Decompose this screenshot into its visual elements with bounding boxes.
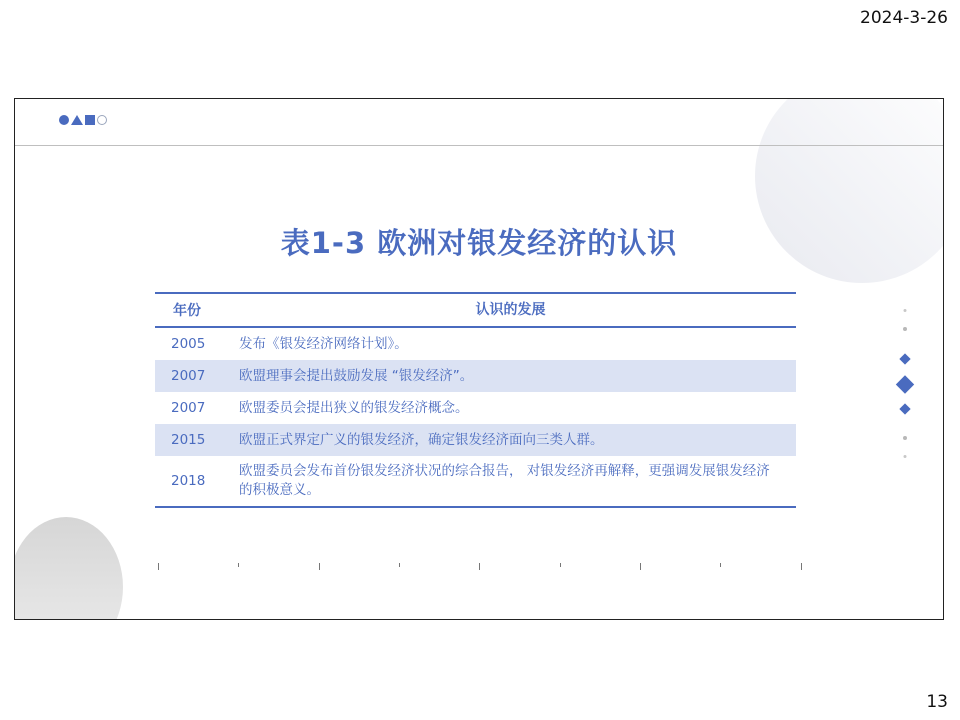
tick-mark bbox=[640, 563, 641, 570]
row-text: 发布《银发经济网络计划》。 bbox=[239, 335, 408, 352]
triangle-icon bbox=[71, 115, 83, 125]
tick-mark bbox=[238, 563, 239, 567]
decorative-circle-bottom-left bbox=[14, 517, 123, 620]
table-row bbox=[155, 392, 796, 424]
row-text: 欧盟委员会发布首份银发经济状况的综合报告， 对银发经济再解释，更强调发展银发经济的积极意义。 bbox=[239, 463, 770, 498]
shape-icons-group bbox=[59, 115, 107, 125]
table-row bbox=[155, 360, 796, 392]
tick-mark bbox=[801, 563, 802, 570]
row-text: 欧盟正式界定广义的银发经济，确定银发经济面向三类人群。 bbox=[239, 431, 604, 448]
table-bottom-rule bbox=[155, 506, 796, 508]
decor-dot bbox=[904, 455, 907, 458]
tick-mark bbox=[158, 563, 159, 570]
header-year: 年份 bbox=[173, 303, 201, 319]
recognition-table bbox=[155, 292, 796, 508]
side-decoration bbox=[887, 304, 923, 464]
diamond-icon bbox=[899, 403, 910, 414]
header-development: 认识的发展 bbox=[475, 301, 546, 318]
tick-mark bbox=[479, 563, 480, 570]
table-row bbox=[155, 456, 796, 506]
square-icon bbox=[85, 115, 95, 125]
tick-mark-row bbox=[158, 563, 808, 573]
tick-mark bbox=[560, 563, 561, 567]
decor-dot bbox=[903, 327, 907, 331]
diamond-icon bbox=[896, 375, 914, 393]
tick-mark bbox=[399, 563, 400, 567]
tick-mark bbox=[319, 563, 320, 570]
tick-mark bbox=[720, 563, 721, 567]
table-row bbox=[155, 328, 796, 360]
filled-circle-icon bbox=[59, 115, 69, 125]
table-row bbox=[155, 424, 796, 456]
row-year: 2007 bbox=[171, 368, 206, 384]
row-year: 2015 bbox=[171, 432, 206, 448]
row-year: 2018 bbox=[171, 473, 206, 489]
slide-title: 表1-3 欧洲对银发经济的认识 bbox=[280, 226, 678, 260]
table-header-row bbox=[155, 294, 796, 326]
diamond-icon bbox=[899, 353, 910, 364]
header-divider bbox=[15, 145, 943, 146]
date-label: 2024-3-26 bbox=[860, 8, 948, 28]
decor-dot bbox=[903, 436, 907, 440]
row-year: 2007 bbox=[171, 400, 206, 416]
row-text: 欧盟委员会提出狭义的银发经济概念。 bbox=[239, 399, 469, 416]
row-year: 2005 bbox=[171, 336, 206, 352]
slide-frame bbox=[14, 98, 944, 620]
row-text: 欧盟理事会提出鼓励发展 “银发经济”。 bbox=[239, 367, 474, 384]
decor-dot bbox=[904, 309, 907, 312]
ring-icon bbox=[97, 115, 107, 125]
page-number: 13 bbox=[926, 692, 948, 712]
